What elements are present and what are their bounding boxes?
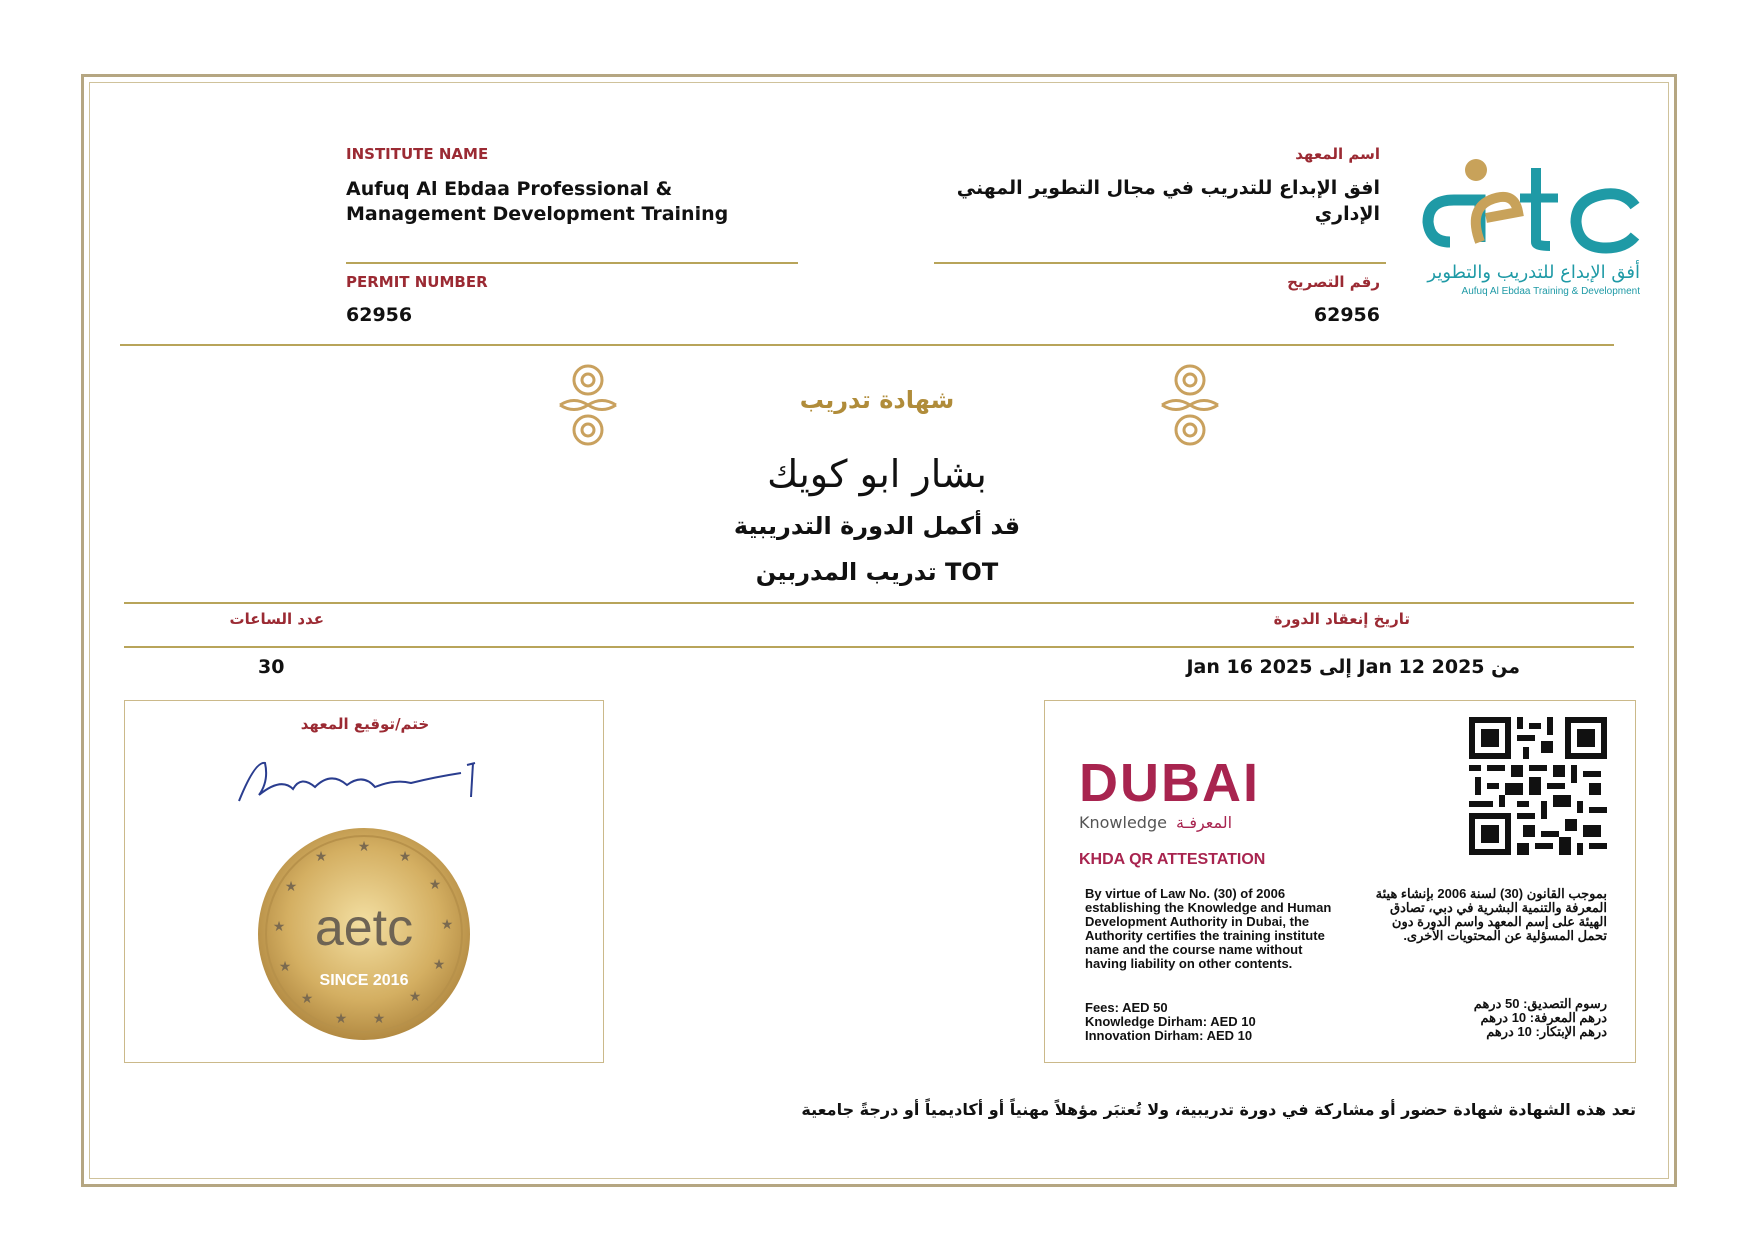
khda-fees-en [1085,1001,1345,1043]
svg-text:★: ★ [398,849,412,865]
ornament-left-icon [556,360,620,450]
svg-text:★: ★ [314,849,328,865]
institute-name-en: Aufuq Al Ebdaa Professional & Management Development Training [346,178,729,225]
dubai-knowledge-logo [1079,755,1279,835]
khda-attestation-box [1044,700,1636,1063]
svg-text:★: ★ [284,879,298,895]
svg-text:★: ★ [408,989,422,1005]
dubai-brand: DUBAI [1079,753,1260,813]
divider-en [346,262,798,264]
permit-label-ar: رقم التصريح [1287,273,1380,291]
svg-text:★: ★ [300,991,314,1007]
details-top-divider [124,602,1634,604]
dubai-brand-sub-en: Knowledge [1079,813,1167,832]
svg-text:★: ★ [357,839,371,855]
signature-label: ختم/توقيع المعهد [300,715,430,733]
permit-number-en: 62956 [346,304,413,326]
dates-label: تاريخ إنعقاد الدورة [1273,610,1410,628]
seal-badge [255,825,473,1043]
khda-law-en: By virtue of Law No. (30) of 2006 establishing the Knowledge and Human Development Authority in Dubai, the Authority certifies the training institute name and the course name without having liability on other contents. [1085,886,1332,971]
svg-text:★: ★ [372,1011,386,1027]
hours-label: عدد الساعات [229,610,324,628]
logo-tagline-ar: أفق الإبداع للتدريب والتطوير [1427,262,1640,283]
recipient-name: بشار ابو كويك [767,452,987,496]
seal-mark: aetc [314,899,414,957]
divider-ar [934,262,1386,264]
course-name: تدريب المدربين TOT [755,558,999,586]
khda-law-ar: بموجب القانون (30) لسنة 2006 بإنشاء هيئة المعرفة والتنمية البشرية في دبي، تصادق الهيئة على إسم المعهد واسم الدورة دون تحمل المسؤلية عن المحتويات الأخرى. [1375,886,1607,943]
signature-image [235,751,495,811]
details-bottom-divider [124,646,1634,648]
svg-text:★: ★ [278,959,292,975]
completed-text: قد أكمل الدورة التدريبية [733,512,1021,540]
certificate-title: شهادة تدريب [799,386,955,414]
header-divider [120,344,1614,346]
fee-line: درهم المعرفة: 10 درهم [1480,1010,1607,1025]
fee-line: Knowledge Dirham: AED 10 [1085,1014,1256,1029]
fee-line: درهم الإبتكار: 10 درهم [1486,1024,1607,1039]
aetc-logo-mark [1410,150,1646,260]
fee-line: Fees: AED 50 [1085,1000,1168,1015]
logo-tagline-en: Aufuq Al Ebdaa Training & Development [1461,286,1640,297]
svg-text:★: ★ [428,877,442,893]
ornament-right-icon [1158,360,1222,450]
svg-text:★: ★ [334,1011,348,1027]
disclaimer: تعد هذه الشهادة شهادة حضور أو مشاركة في دورة تدريبية، ولا تُعتبَر مؤهلاً مهنياً أو أكاديمياً أو درجةً جامعية [801,1100,1636,1119]
permit-label-en: PERMIT NUMBER [346,273,488,291]
dates-value: من Jan 12 2025 إلى Jan 16 2025 [1186,656,1520,678]
svg-text:★: ★ [432,957,446,973]
aetc-logo [1410,150,1646,300]
fee-line: رسوم التصديق: 50 درهم [1473,996,1607,1011]
institute-name-ar: افق الإبداع للتدريب في مجال التطوير المهني الإداري [956,177,1380,225]
khda-fees-ar [1367,997,1607,1039]
dubai-brand-sub-ar: المعرفـة [1176,813,1233,832]
seal-text: SINCE 2016 [319,972,409,989]
qr-code [1469,717,1607,855]
svg-text:★: ★ [440,917,454,933]
institute-name-label-ar: اسم المعهد [1295,145,1380,163]
permit-number-ar: 62956 [1313,304,1380,326]
signature-box [124,700,604,1063]
institute-name-label-en: INSTITUTE NAME [346,145,489,163]
fee-line: Innovation Dirham: AED 10 [1085,1028,1253,1043]
khda-attestation-title: KHDA QR ATTESTATION [1079,851,1266,868]
svg-text:★: ★ [272,919,286,935]
hours-value: 30 [258,656,285,678]
